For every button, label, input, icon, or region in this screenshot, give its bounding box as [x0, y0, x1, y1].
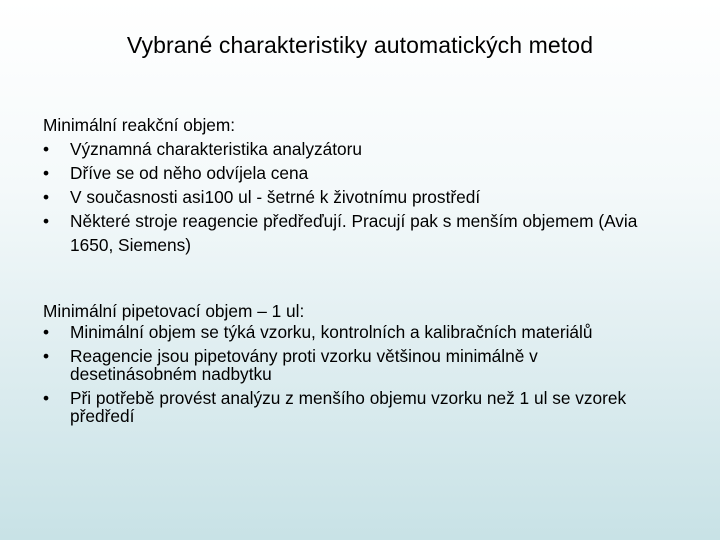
list-item-text: Při potřebě provést analýzu z menšího objemu vzorku než 1 ul se vzorek předředí: [70, 388, 627, 426]
section-pipetting-volume: [43, 299, 663, 431]
list-item: [43, 185, 663, 209]
bullet-icon: •: [43, 163, 50, 183]
bullet-icon: •: [43, 211, 50, 231]
list-item-text: Reagencie jsou pipetovány proti vzorku většinou minimálně v desetinásobném nadbytku: [70, 346, 538, 384]
section-heading-value: – 1 ul:: [252, 301, 305, 321]
list-item: [43, 347, 663, 383]
bullet-icon: •: [43, 187, 50, 207]
list-item: [43, 161, 663, 185]
section-heading: [43, 299, 663, 323]
list-item-text: Významná charakteristika analyzátoru: [70, 139, 363, 159]
section-heading-main: Minimální pipetovací objem: [43, 301, 253, 321]
list-item-text: Dříve se od něho odvíjela cena: [70, 163, 309, 183]
slide-title: Vybrané charakteristiky automatických metod: [126, 32, 594, 58]
list-item: [43, 389, 663, 425]
bullet-icon: •: [43, 322, 50, 342]
list-item-text: Některé stroje reagencie předřeďují. Pracují pak s menším objemem (Avia 1650, Siemens): [70, 211, 638, 255]
list-item: [43, 137, 663, 161]
list-item-text: V současnosti asi100 ul - šetrné k životnímu prostředí: [70, 187, 481, 207]
bullet-icon: •: [43, 346, 50, 366]
list-item: [43, 323, 663, 341]
list-item: [43, 209, 663, 257]
section-heading: Minimální reakční objem:: [43, 115, 236, 135]
bullet-icon: •: [43, 139, 50, 159]
list-item-text: Minimální objem se týká vzorku, kontrolních a kalibračních materiálů: [70, 322, 593, 342]
section-reaction-volume: [43, 113, 663, 257]
bullet-icon: •: [43, 388, 50, 408]
